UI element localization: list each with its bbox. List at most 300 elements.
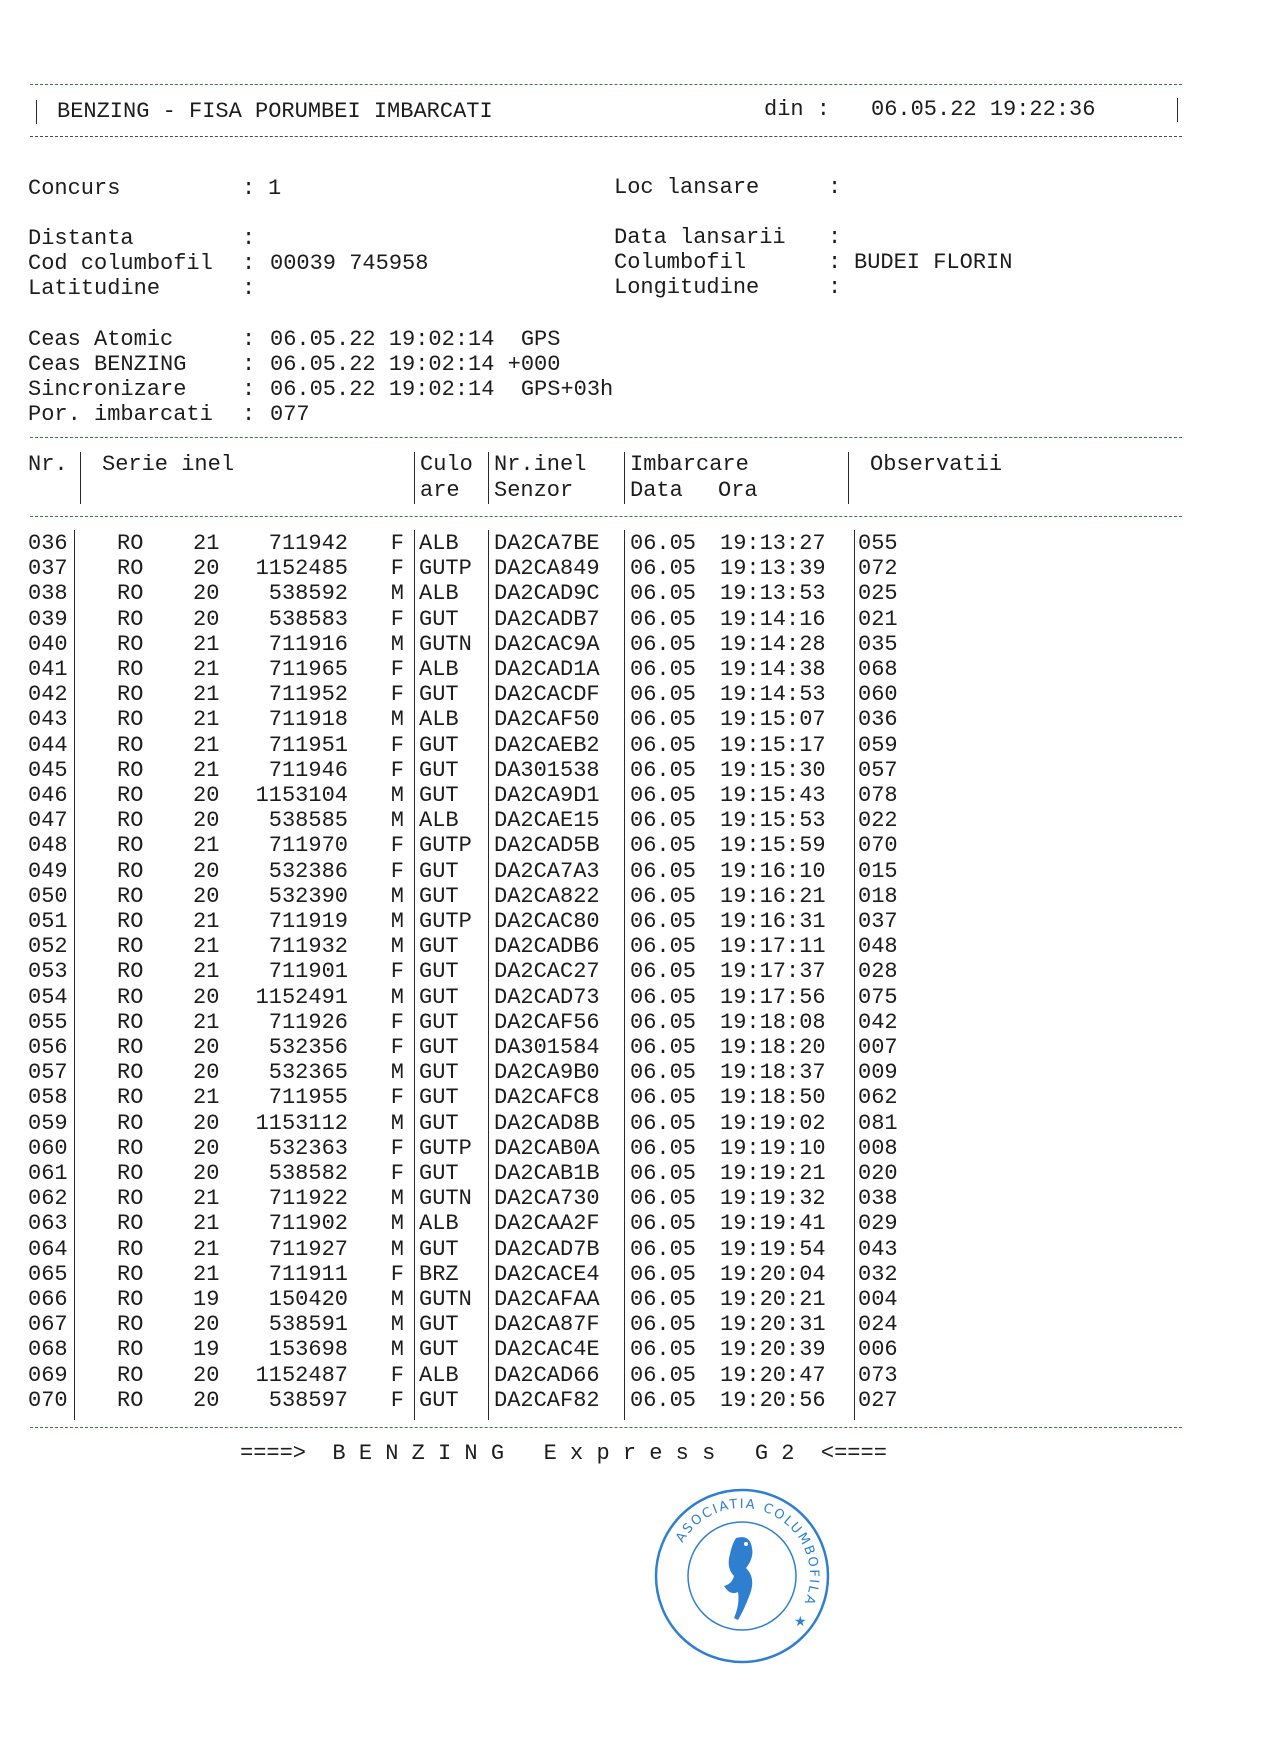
cell-senzor: DA301538 xyxy=(494,757,600,783)
cell-ora: 19:16:21 xyxy=(720,883,826,909)
cell-data: 06.05 xyxy=(630,581,697,607)
cell-data: 06.05 xyxy=(630,606,697,632)
cell-sex: F xyxy=(390,959,404,985)
cell-nr: 052 xyxy=(28,934,68,960)
cell-inel: 711932 xyxy=(268,934,348,960)
cell-obs: 057 xyxy=(858,757,898,783)
sincronizare-label: Sincronizare xyxy=(28,377,187,402)
cell-an: 20 xyxy=(193,883,220,909)
table-row xyxy=(0,1136,1276,1161)
cell-senzor: DA301584 xyxy=(494,1035,600,1060)
cell-data: 06.05 xyxy=(630,883,697,909)
cell-an: 20 xyxy=(193,1110,220,1136)
cell-culoare: GUTP xyxy=(419,833,472,859)
table-row xyxy=(0,1363,1276,1388)
table-row xyxy=(0,1237,1276,1262)
cell-data: 06.05 xyxy=(630,707,697,733)
cell-obs: 037 xyxy=(858,909,898,934)
cell-nr: 054 xyxy=(28,984,68,1010)
cell-nr: 067 xyxy=(28,1312,68,1338)
cell-inel: 711965 xyxy=(268,657,348,682)
cell-nr: 038 xyxy=(28,581,68,607)
columbofil-name: BUDEI FLORIN xyxy=(854,250,1013,275)
col-header-observatii: Observatii xyxy=(870,452,1003,477)
cell-obs: 038 xyxy=(858,1186,898,1212)
loc-lansare-label: Loc lansare xyxy=(614,175,760,200)
sincronizare-value: 06.05.22 19:02:14 GPS+03h xyxy=(270,377,614,402)
cell-an: 20 xyxy=(193,984,220,1010)
cell-inel: 1153104 xyxy=(255,783,348,808)
cell-sex: F xyxy=(390,1161,404,1186)
cell-sex: F xyxy=(390,531,404,556)
cell-inel: 711922 xyxy=(268,1186,348,1212)
cell-tara: RO xyxy=(117,556,144,582)
cell-inel: 711955 xyxy=(268,1085,348,1111)
table-header-divider xyxy=(30,516,1182,517)
cell-inel: 1152487 xyxy=(255,1362,348,1388)
cell-sex: M xyxy=(390,808,404,834)
cell-data: 06.05 xyxy=(630,783,697,808)
colon: : xyxy=(242,402,256,427)
cell-ora: 19:19:21 xyxy=(720,1161,826,1186)
cell-culoare: GUT xyxy=(419,1387,459,1413)
table-row xyxy=(0,581,1276,606)
table-row xyxy=(0,934,1276,959)
cell-an: 20 xyxy=(193,1387,220,1413)
cell-nr: 060 xyxy=(28,1135,68,1161)
cell-an: 21 xyxy=(193,833,220,859)
table-row xyxy=(0,1161,1276,1186)
cell-inel: 532390 xyxy=(268,883,348,909)
colon: : xyxy=(242,176,256,201)
cell-data: 06.05 xyxy=(630,732,697,758)
cell-ora: 19:19:02 xyxy=(720,1110,826,1136)
cell-data: 06.05 xyxy=(630,1211,697,1237)
table-row xyxy=(0,1211,1276,1236)
cell-senzor: DA2CA730 xyxy=(494,1186,600,1212)
cell-sex: M xyxy=(390,1337,404,1363)
table-row xyxy=(0,556,1276,581)
cell-obs: 021 xyxy=(858,606,898,632)
cell-an: 21 xyxy=(193,657,220,682)
cell-tara: RO xyxy=(117,1387,144,1413)
cell-sex: F xyxy=(390,606,404,632)
cell-sex: F xyxy=(390,1261,404,1287)
cell-inel: 1152485 xyxy=(255,556,348,582)
cell-senzor: DA2CAF50 xyxy=(494,707,600,733)
cell-inel: 711951 xyxy=(268,732,348,758)
latitudine-label: Latitudine xyxy=(28,276,161,301)
cell-obs: 068 xyxy=(858,657,898,682)
cell-an: 21 xyxy=(193,1211,220,1237)
cell-inel: 153698 xyxy=(268,1337,348,1363)
cell-obs: 022 xyxy=(858,808,898,834)
cell-tara: RO xyxy=(117,959,144,985)
cell-tara: RO xyxy=(117,808,144,834)
col-sep-2-header xyxy=(414,452,415,504)
cell-tara: RO xyxy=(117,984,144,1010)
cell-senzor: DA2CAC4E xyxy=(494,1337,600,1363)
cell-obs: 004 xyxy=(858,1287,898,1312)
cell-an: 20 xyxy=(193,808,220,834)
cell-inel: 538591 xyxy=(268,1312,348,1338)
cell-senzor: DA2CAF56 xyxy=(494,1009,600,1035)
cell-culoare: GUTP xyxy=(419,556,472,582)
longitudine-label: Longitudine xyxy=(614,275,760,300)
cell-senzor: DA2CACDF xyxy=(494,682,600,708)
colon: : xyxy=(242,327,256,352)
cell-tara: RO xyxy=(117,682,144,708)
cell-sex: M xyxy=(390,1312,404,1338)
cell-tara: RO xyxy=(117,1186,144,1212)
cell-inel: 711970 xyxy=(268,833,348,859)
star-icon: ★ xyxy=(794,1614,807,1630)
cell-inel: 711942 xyxy=(268,531,348,556)
cell-an: 19 xyxy=(193,1287,220,1312)
data-lansarii-label: Data lansarii xyxy=(614,225,786,250)
cell-an: 21 xyxy=(193,1085,220,1111)
table-row xyxy=(0,909,1276,934)
cell-data: 06.05 xyxy=(630,1362,697,1388)
cell-senzor: DA2CAA2F xyxy=(494,1211,600,1237)
cell-culoare: GUT xyxy=(419,1337,459,1363)
cell-senzor: DA2CA822 xyxy=(494,883,600,909)
cell-tara: RO xyxy=(117,833,144,859)
table-row xyxy=(0,1111,1276,1136)
cell-sex: M xyxy=(390,783,404,808)
cell-ora: 19:19:32 xyxy=(720,1186,826,1212)
cell-sex: M xyxy=(390,883,404,909)
col-header-nrinel: Nr.inel xyxy=(494,452,587,477)
cell-an: 21 xyxy=(193,732,220,758)
cell-senzor: DA2CAD8B xyxy=(494,1110,600,1136)
cell-obs: 062 xyxy=(858,1085,898,1111)
cell-ora: 19:14:53 xyxy=(720,682,826,708)
pigeon-icon xyxy=(724,1537,752,1620)
cell-ora: 19:16:10 xyxy=(720,858,826,884)
cell-ora: 19:18:50 xyxy=(720,1085,826,1111)
cell-culoare: GUT xyxy=(419,757,459,783)
cell-sex: M xyxy=(390,909,404,934)
cell-an: 20 xyxy=(193,581,220,607)
cell-an: 21 xyxy=(193,959,220,985)
cell-data: 06.05 xyxy=(630,531,697,556)
col-header-serie: Serie inel xyxy=(102,452,235,477)
cell-data: 06.05 xyxy=(630,682,697,708)
cell-data: 06.05 xyxy=(630,1387,697,1413)
cell-sex: F xyxy=(390,1387,404,1413)
cell-nr: 064 xyxy=(28,1236,68,1262)
din-timestamp: 06.05.22 19:22:36 xyxy=(871,97,1096,122)
cell-nr: 066 xyxy=(28,1287,68,1312)
cell-an: 21 xyxy=(193,707,220,733)
cell-ora: 19:18:37 xyxy=(720,1060,826,1086)
table-row xyxy=(0,1287,1276,1312)
cell-sex: F xyxy=(390,556,404,582)
cell-culoare: GUT xyxy=(419,783,459,808)
cell-inel: 711946 xyxy=(268,757,348,783)
cell-obs: 042 xyxy=(858,1009,898,1035)
por-imbarcati-label: Por. imbarcati xyxy=(28,402,213,427)
cell-obs: 078 xyxy=(858,783,898,808)
cell-an: 21 xyxy=(193,909,220,934)
colon: : xyxy=(242,251,256,276)
cell-an: 20 xyxy=(193,1135,220,1161)
cell-senzor: DA2CAFAA xyxy=(494,1287,600,1312)
table-row xyxy=(0,758,1276,783)
cell-senzor: DA2CAD66 xyxy=(494,1362,600,1388)
cell-tara: RO xyxy=(117,1236,144,1262)
col-sep-4-header xyxy=(624,452,625,504)
cell-data: 06.05 xyxy=(630,1035,697,1060)
cell-ora: 19:19:54 xyxy=(720,1236,826,1262)
cell-ora: 19:15:59 xyxy=(720,833,826,859)
cell-culoare: GUT xyxy=(419,858,459,884)
cell-ora: 19:18:20 xyxy=(720,1035,826,1060)
cell-senzor: DA2CAB1B xyxy=(494,1161,600,1186)
cell-culoare: ALB xyxy=(419,581,459,607)
ceas-benzing-value: 06.05.22 19:02:14 +000 xyxy=(270,352,561,377)
club-stamp xyxy=(652,1486,832,1666)
table-row xyxy=(0,707,1276,732)
col-header-data: Data xyxy=(630,478,683,503)
cell-senzor: DA2CAEB2 xyxy=(494,732,600,758)
table-row xyxy=(0,1035,1276,1060)
table-row xyxy=(0,1262,1276,1287)
cell-ora: 19:15:07 xyxy=(720,707,826,733)
cell-data: 06.05 xyxy=(630,757,697,783)
cell-sex: F xyxy=(390,1135,404,1161)
cell-ora: 19:13:53 xyxy=(720,581,826,607)
cell-sex: F xyxy=(390,1085,404,1111)
din-label: din : xyxy=(764,97,831,122)
cell-inel: 711927 xyxy=(268,1236,348,1262)
cell-nr: 055 xyxy=(28,1009,68,1035)
cell-an: 20 xyxy=(193,1060,220,1086)
cell-culoare: GUT xyxy=(419,732,459,758)
cell-culoare: GUT xyxy=(419,606,459,632)
table-row xyxy=(0,1060,1276,1085)
col-sep-5-header xyxy=(848,452,849,504)
cell-nr: 036 xyxy=(28,531,68,556)
cell-nr: 043 xyxy=(28,707,68,733)
cell-data: 06.05 xyxy=(630,1135,697,1161)
table-row xyxy=(0,783,1276,808)
cell-culoare: BRZ xyxy=(419,1261,459,1287)
cell-obs: 073 xyxy=(858,1362,898,1388)
cell-senzor: DA2CA87F xyxy=(494,1312,600,1338)
table-row xyxy=(0,884,1276,909)
cell-obs: 025 xyxy=(858,581,898,607)
cell-sex: M xyxy=(390,1211,404,1237)
cell-tara: RO xyxy=(117,1135,144,1161)
cell-obs: 006 xyxy=(858,1337,898,1363)
cell-obs: 070 xyxy=(858,833,898,859)
cell-senzor: DA2CADB6 xyxy=(494,934,600,960)
cell-sex: M xyxy=(390,1236,404,1262)
cell-ora: 19:13:27 xyxy=(720,531,826,556)
cell-nr: 056 xyxy=(28,1035,68,1060)
cell-culoare: GUT xyxy=(419,1161,459,1186)
cell-senzor: DA2CAFC8 xyxy=(494,1085,600,1111)
cell-obs: 059 xyxy=(858,732,898,758)
cell-tara: RO xyxy=(117,858,144,884)
cell-nr: 046 xyxy=(28,783,68,808)
colon: : xyxy=(828,175,842,200)
concurs-value: 1 xyxy=(268,176,282,201)
cell-data: 06.05 xyxy=(630,1085,697,1111)
colon: : xyxy=(828,275,842,300)
cell-sex: M xyxy=(390,707,404,733)
cell-ora: 19:19:10 xyxy=(720,1135,826,1161)
cell-senzor: DA2CA7BE xyxy=(494,531,600,556)
col-header-are: are xyxy=(420,478,460,503)
cell-an: 21 xyxy=(193,1186,220,1212)
cell-obs: 020 xyxy=(858,1161,898,1186)
cell-culoare: GUT xyxy=(419,1009,459,1035)
cell-data: 06.05 xyxy=(630,833,697,859)
cell-obs: 055 xyxy=(858,531,898,556)
cell-culoare: ALB xyxy=(419,808,459,834)
cell-senzor: DA2CAD5B xyxy=(494,833,600,859)
cell-senzor: DA2CAD9C xyxy=(494,581,600,607)
cell-senzor: DA2CADB7 xyxy=(494,606,600,632)
cell-nr: 058 xyxy=(28,1085,68,1111)
cell-nr: 047 xyxy=(28,808,68,834)
table-row xyxy=(0,657,1276,682)
cell-tara: RO xyxy=(117,934,144,960)
cell-data: 06.05 xyxy=(630,1009,697,1035)
cell-ora: 19:13:39 xyxy=(720,556,826,582)
cell-data: 06.05 xyxy=(630,1312,697,1338)
cell-an: 21 xyxy=(193,1009,220,1035)
cell-data: 06.05 xyxy=(630,1337,697,1363)
col-header-nr: Nr. xyxy=(28,452,68,477)
cell-an: 20 xyxy=(193,606,220,632)
cell-sex: F xyxy=(390,1362,404,1388)
cell-nr: 065 xyxy=(28,1261,68,1287)
cell-inel: 538585 xyxy=(268,808,348,834)
cell-nr: 061 xyxy=(28,1161,68,1186)
cell-inel: 532356 xyxy=(268,1035,348,1060)
cell-tara: RO xyxy=(117,1085,144,1111)
table-row xyxy=(0,1085,1276,1110)
table-row xyxy=(0,733,1276,758)
cell-data: 06.05 xyxy=(630,1060,697,1086)
cell-tara: RO xyxy=(117,1211,144,1237)
cell-culoare: ALB xyxy=(419,531,459,556)
cell-an: 19 xyxy=(193,1337,220,1363)
cell-culoare: GUTN xyxy=(419,631,472,657)
stamp-text: ASOCIATIA COLUMBOFILA xyxy=(673,1496,822,1609)
cell-ora: 19:17:11 xyxy=(720,934,826,960)
table-row xyxy=(0,1337,1276,1362)
cell-ora: 19:15:30 xyxy=(720,757,826,783)
cell-nr: 069 xyxy=(28,1362,68,1388)
cod-columbofil-value: 00039 745958 xyxy=(270,251,429,276)
cell-culoare: ALB xyxy=(419,707,459,733)
cell-obs: 035 xyxy=(858,631,898,657)
cell-ora: 19:20:39 xyxy=(720,1337,826,1363)
cell-obs: 029 xyxy=(858,1211,898,1237)
cell-obs: 018 xyxy=(858,883,898,909)
cell-sex: F xyxy=(390,1009,404,1035)
cell-inel: 538582 xyxy=(268,1161,348,1186)
cell-obs: 015 xyxy=(858,858,898,884)
col-header-senzor: Senzor xyxy=(494,478,574,503)
cell-inel: 711952 xyxy=(268,682,348,708)
cell-obs: 036 xyxy=(858,707,898,733)
cell-inel: 532363 xyxy=(268,1135,348,1161)
cell-senzor: DA2CAD7B xyxy=(494,1236,600,1262)
ceas-atomic-value: 06.05.22 19:02:14 GPS xyxy=(270,327,561,352)
cell-inel: 1152491 xyxy=(255,984,348,1010)
cell-tara: RO xyxy=(117,1261,144,1287)
cell-senzor: DA2CAB0A xyxy=(494,1135,600,1161)
cell-data: 06.05 xyxy=(630,1161,697,1186)
cell-obs: 060 xyxy=(858,682,898,708)
distanta-label: Distanta xyxy=(28,226,134,251)
cell-inel: 538583 xyxy=(268,606,348,632)
cell-an: 21 xyxy=(193,1261,220,1287)
ceas-benzing-label: Ceas BENZING xyxy=(28,352,187,377)
cell-nr: 048 xyxy=(28,833,68,859)
cell-culoare: ALB xyxy=(419,1211,459,1237)
table-row xyxy=(0,833,1276,858)
cell-data: 06.05 xyxy=(630,934,697,960)
cell-an: 20 xyxy=(193,1035,220,1060)
cell-nr: 041 xyxy=(28,657,68,682)
cell-sex: F xyxy=(390,833,404,859)
cell-sex: M xyxy=(390,934,404,960)
cell-nr: 044 xyxy=(28,732,68,758)
table-row xyxy=(0,808,1276,833)
footer-banner: ====> B E N Z I N G E x p r e s s G 2 <==== xyxy=(240,1441,887,1466)
cell-culoare: ALB xyxy=(419,1362,459,1388)
cell-obs: 072 xyxy=(858,556,898,582)
cell-obs: 007 xyxy=(858,1035,898,1060)
cell-ora: 19:16:31 xyxy=(720,909,826,934)
document-title: BENZING - FISA PORUMBEI IMBARCATI xyxy=(57,99,493,124)
cell-obs: 075 xyxy=(858,984,898,1010)
cell-tara: RO xyxy=(117,1362,144,1388)
table-row xyxy=(0,1186,1276,1211)
colon: : xyxy=(242,276,256,301)
cell-data: 06.05 xyxy=(630,858,697,884)
cell-ora: 19:17:56 xyxy=(720,984,826,1010)
cell-inel: 711918 xyxy=(268,707,348,733)
cell-data: 06.05 xyxy=(630,1261,697,1287)
cell-obs: 024 xyxy=(858,1312,898,1338)
cell-senzor: DA2CACE4 xyxy=(494,1261,600,1287)
colon: : xyxy=(828,225,842,250)
cell-nr: 045 xyxy=(28,757,68,783)
cell-data: 06.05 xyxy=(630,1186,697,1212)
cell-culoare: ALB xyxy=(419,657,459,682)
cell-nr: 040 xyxy=(28,631,68,657)
cell-nr: 068 xyxy=(28,1337,68,1363)
cell-inel: 1153112 xyxy=(255,1110,348,1136)
cell-tara: RO xyxy=(117,1312,144,1338)
cell-culoare: GUT xyxy=(419,1085,459,1111)
cell-senzor: DA2CA849 xyxy=(494,556,600,582)
cell-sex: F xyxy=(390,657,404,682)
cell-culoare: GUTN xyxy=(419,1287,472,1312)
table-row xyxy=(0,531,1276,556)
cell-an: 21 xyxy=(193,682,220,708)
cell-an: 20 xyxy=(193,783,220,808)
cell-sex: F xyxy=(390,682,404,708)
